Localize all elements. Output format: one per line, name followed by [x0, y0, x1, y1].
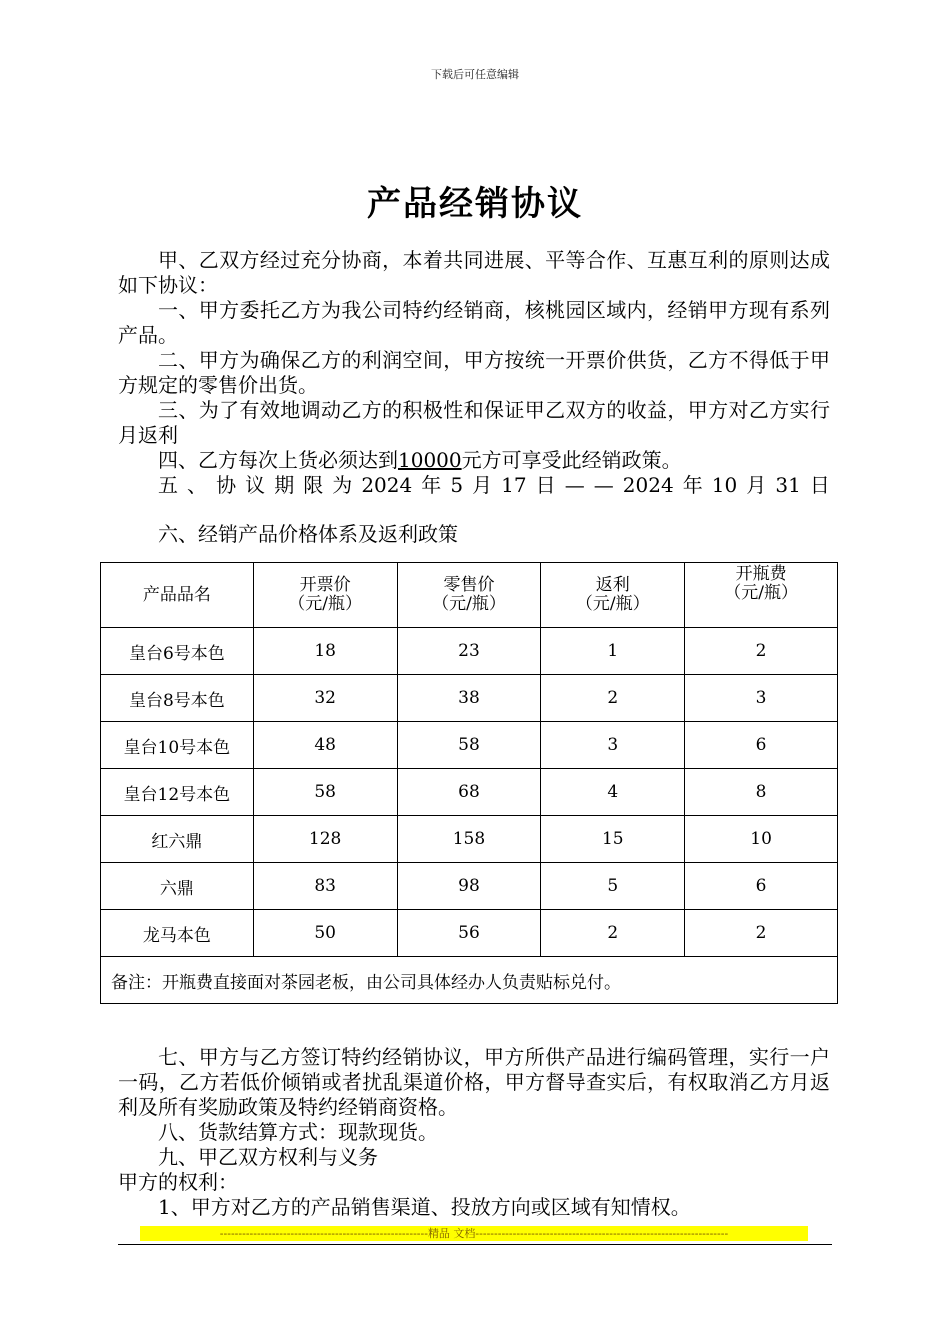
- clause-3: 三、为了有效地调动乙方的积极性和保证甲乙双方的收益，甲方对乙方实行月返利: [118, 398, 830, 447]
- term-part: —: [564, 473, 585, 497]
- clause-5-term: [118, 473, 830, 498]
- cell-product: 龙马本色: [101, 910, 254, 957]
- clause-6: 六、经销产品价格体系及返利政策: [158, 522, 458, 546]
- cell-rebate: 4: [541, 769, 685, 816]
- clause-9: 九、甲乙双方权利与义务: [158, 1145, 378, 1169]
- cell-rebate: 3: [541, 722, 685, 769]
- header-label: 产品品名: [142, 584, 211, 605]
- header-product-name: [101, 563, 254, 628]
- clause-4-prefix: 四、乙方每次上货必须达到: [158, 448, 398, 472]
- cell-rebate: 15: [541, 816, 685, 863]
- clause-4-amount: 10000: [398, 448, 462, 472]
- table-row: [101, 628, 838, 675]
- cell-invoice-price: 48: [253, 722, 397, 769]
- cell-rebate: 5: [541, 863, 685, 910]
- header-invoice-price: [253, 563, 397, 628]
- term-part: 17: [501, 473, 527, 497]
- cell-rebate: 2: [541, 675, 685, 722]
- cell-retail-price: 56: [397, 910, 541, 957]
- cell-invoice-price: 18: [253, 628, 397, 675]
- cell-invoice-price: 83: [253, 863, 397, 910]
- agreement-body-bottom: [118, 1045, 830, 1220]
- header-unit: （元/瓶）: [432, 594, 506, 614]
- cell-product: 红六鼎: [101, 816, 254, 863]
- right-1: 1、甲方对乙方的产品销售渠道、投放方向或区域有知情权。: [158, 1195, 691, 1219]
- cell-invoice-price: 58: [253, 769, 397, 816]
- cell-invoice-price: 50: [253, 910, 397, 957]
- term-part: 月: [472, 473, 493, 497]
- header-label: 开瓶费: [735, 564, 787, 584]
- term-part: 日: [535, 473, 556, 497]
- clause-8: 八、货款结算方式：现款现货。: [158, 1120, 438, 1144]
- cell-opening-fee: 3: [685, 675, 838, 722]
- cell-opening-fee: 6: [685, 863, 838, 910]
- header-opening-fee: [685, 563, 838, 628]
- clause-7: 七、甲方与乙方签订特约经销协议，甲方所供产品进行编码管理，实行一户一码，乙方若低价倾销或者扰乱渠道价格，甲方督导查实后，有权取消乙方月返利及所有奖励政策及特约经销商资格。: [118, 1045, 830, 1119]
- table-remark-row: [101, 957, 838, 1004]
- table-row: [101, 910, 838, 957]
- cell-product: 六鼎: [101, 863, 254, 910]
- term-part: 为: [332, 473, 353, 497]
- party-a-rights-heading: 甲方的权利：: [118, 1170, 238, 1194]
- cell-retail-price: 158: [397, 816, 541, 863]
- clause-1: 一、甲方委托乙方为我公司特约经销商，核桃园区域内，经销甲方现有系列产品。: [118, 298, 830, 347]
- footer-divider: [118, 1244, 832, 1245]
- term-part: 5: [450, 473, 464, 497]
- cell-rebate: 2: [541, 910, 685, 957]
- cell-retail-price: 98: [397, 863, 541, 910]
- table-row: [101, 769, 838, 816]
- header-retail-price: [397, 563, 541, 628]
- cell-invoice-price: 128: [253, 816, 397, 863]
- cell-product: 皇台8号本色: [101, 675, 254, 722]
- cell-retail-price: 38: [397, 675, 541, 722]
- cell-product: 皇台10号本色: [101, 722, 254, 769]
- price-table: [100, 562, 838, 1004]
- header-label: 零售价: [443, 575, 495, 595]
- cell-opening-fee: 2: [685, 628, 838, 675]
- cell-opening-fee: 6: [685, 722, 838, 769]
- table-row: [101, 863, 838, 910]
- term-part: 日: [809, 473, 830, 497]
- header-label: 返利: [595, 575, 630, 595]
- document-title: 产品经销协议: [367, 184, 583, 224]
- cell-retail-price: 23: [397, 628, 541, 675]
- header-unit: （元/瓶）: [288, 594, 363, 614]
- cell-product: 皇台12号本色: [101, 769, 254, 816]
- cell-retail-price: 58: [397, 722, 541, 769]
- term-part: 、: [187, 473, 208, 497]
- term-part: 限: [303, 473, 324, 497]
- table-row: [101, 675, 838, 722]
- header-rebate: [541, 563, 685, 628]
- cell-opening-fee: 8: [685, 769, 838, 816]
- term-part: —: [593, 473, 614, 497]
- table-row: [101, 722, 838, 769]
- cell-opening-fee: 10: [685, 816, 838, 863]
- clause-4-suffix: 元方可享受此经销政策。: [461, 448, 682, 472]
- term-part: 议: [245, 473, 266, 497]
- table-remark: 备注：开瓶费直接面对茶园老板，由公司具体经办人负责贴标兑付。: [101, 957, 838, 1004]
- term-part: 协: [216, 473, 237, 497]
- footer-banner: --------------------------------------------------------精品 文档--------------------------------------------------------------------: [140, 1226, 808, 1241]
- agreement-body-top: [118, 248, 830, 498]
- term-part: 2024: [361, 473, 413, 497]
- clause-6-block: [118, 522, 830, 547]
- term-part: 年: [421, 473, 442, 497]
- cell-invoice-price: 32: [253, 675, 397, 722]
- header-label: 开票价: [299, 575, 351, 595]
- table-header-row: [101, 563, 838, 628]
- header-note: 下载后可任意编辑: [431, 68, 519, 81]
- cell-rebate: 1: [541, 628, 685, 675]
- header-unit: （元/瓶）: [575, 594, 650, 614]
- term-part: 2024: [622, 473, 674, 497]
- term-part: 10: [711, 473, 738, 497]
- cell-retail-price: 68: [397, 769, 541, 816]
- term-part: 期: [274, 473, 295, 497]
- term-part: 五: [158, 473, 178, 497]
- table-row: [101, 816, 838, 863]
- clause-2: 二、甲方为确保乙方的利润空间，甲方按统一开票价供货，乙方不得低于甲方规定的零售价出货。: [118, 348, 830, 397]
- term-part: 月: [746, 473, 767, 497]
- cell-opening-fee: 2: [685, 910, 838, 957]
- term-part: 31: [775, 473, 801, 497]
- cell-product: 皇台6号本色: [101, 628, 254, 675]
- term-part: 年: [682, 473, 703, 497]
- intro-paragraph: 甲、乙双方经过充分协商，本着共同进展、平等合作、互惠互利的原则达成如下协议：: [118, 248, 830, 297]
- clause-4: [118, 448, 830, 473]
- header-unit: （元/瓶）: [724, 583, 798, 603]
